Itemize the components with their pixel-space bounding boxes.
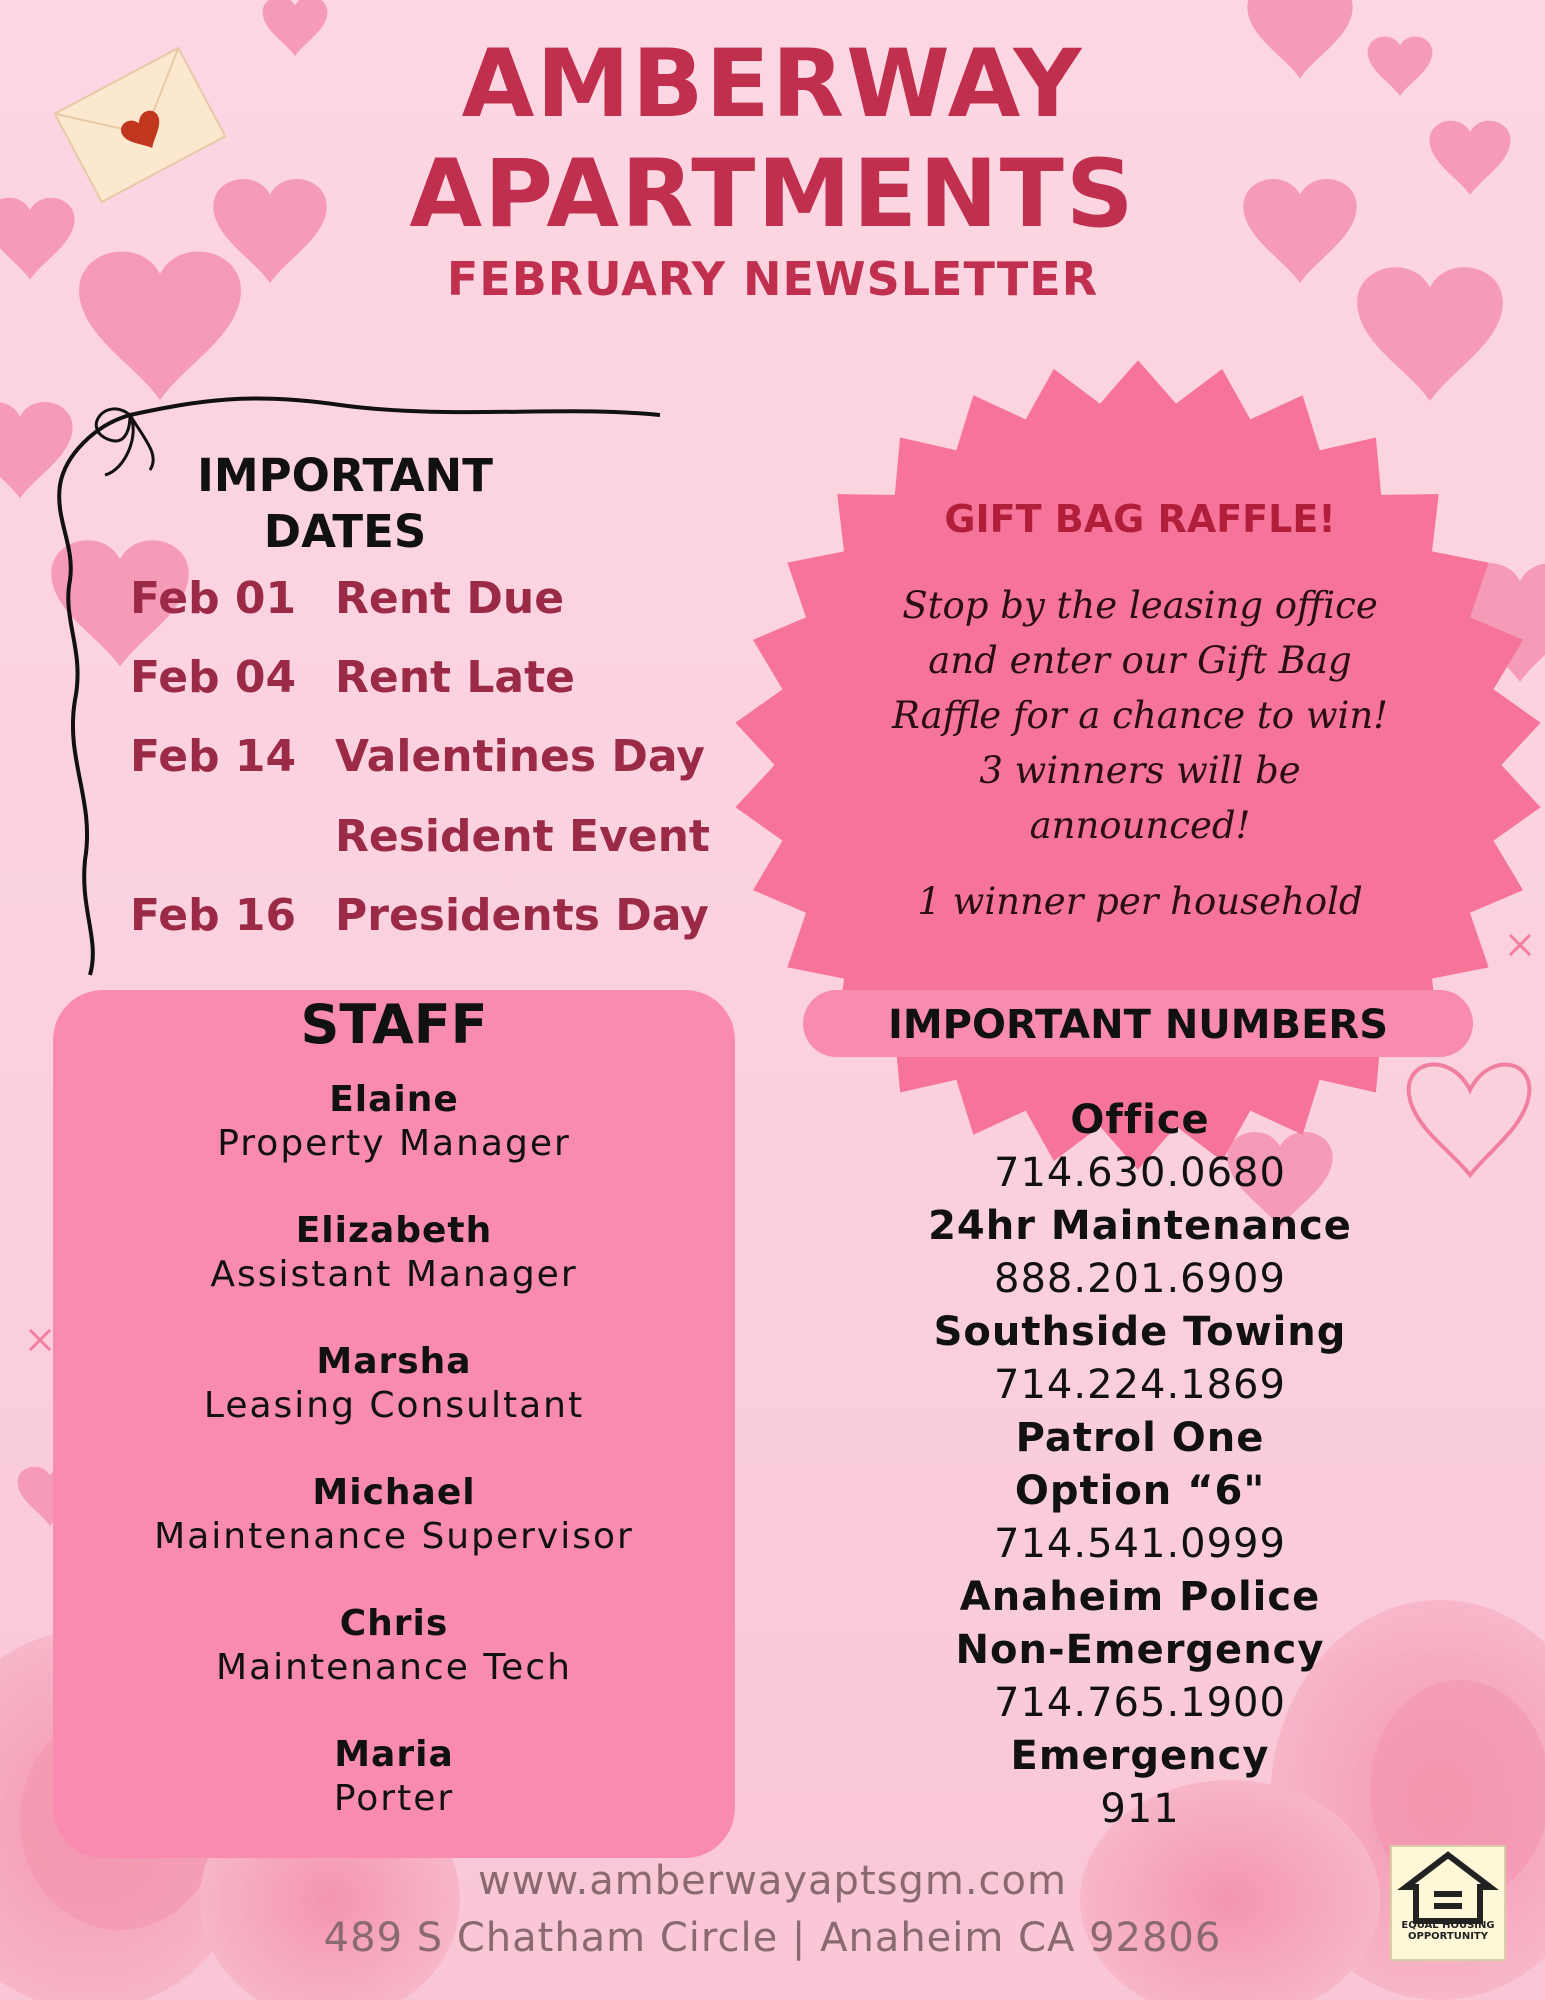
date-event: Presidents Day	[335, 890, 709, 941]
ribbon-bow-icon	[96, 409, 153, 475]
staff-name: Elaine	[329, 1079, 459, 1120]
date-row	[130, 811, 770, 871]
staff-name: Michael	[312, 1472, 476, 1513]
title-line-2: APARTMENTS	[409, 140, 1136, 249]
date-row	[130, 731, 770, 791]
staff-member	[53, 1209, 735, 1297]
date-label: Feb 14	[130, 731, 297, 782]
house-icon	[1392, 1847, 1504, 1927]
phone-number[interactable]: 714.765.1900	[994, 1680, 1286, 1726]
important-dates-heading-line2: DATES	[263, 505, 427, 558]
staff-member	[53, 1340, 735, 1428]
raffle-title: GIFT BAG RAFFLE!	[944, 497, 1336, 541]
staff-member	[53, 1078, 735, 1166]
staff-member	[53, 1602, 735, 1690]
equal-housing-text-line2: OPPORTUNITY	[1407, 1931, 1488, 1942]
number-label: Emergency	[1010, 1733, 1270, 1779]
phone-number[interactable]: 714.224.1869	[994, 1362, 1286, 1408]
subtitle: FEBRUARY NEWSLETTER	[446, 252, 1099, 306]
date-label: Feb 04	[130, 652, 297, 703]
date-event: Valentines Day	[335, 731, 705, 782]
date-row	[130, 573, 770, 633]
important-dates-heading-line1: IMPORTANT	[197, 449, 493, 502]
staff-member	[53, 1471, 735, 1559]
date-row	[130, 890, 770, 950]
raffle-note: 1 winner per household	[917, 880, 1363, 923]
number-label: Anaheim Police	[959, 1574, 1321, 1620]
phone-number[interactable]: 714.541.0999	[994, 1521, 1286, 1567]
staff-name: Maria	[334, 1734, 454, 1775]
equal-housing-text	[1390, 1920, 1506, 1942]
phone-number[interactable]: 888.201.6909	[994, 1256, 1286, 1302]
raffle-line: 3 winners will be	[979, 749, 1301, 792]
title-line-1: AMBERWAY	[461, 30, 1084, 139]
equal-housing-logo	[1390, 1845, 1506, 1961]
date-event-continued: Resident Event	[335, 811, 710, 862]
raffle-line: announced!	[1029, 804, 1251, 847]
number-label-line2: Option “6"	[1014, 1468, 1266, 1514]
staff-role: Leasing Consultant	[203, 1385, 585, 1426]
raffle-line: Raffle for a chance to win!	[891, 694, 1389, 737]
numbers-list	[830, 1094, 1450, 1836]
number-label-line2: Non-Emergency	[955, 1627, 1325, 1673]
important-dates-heading	[150, 448, 540, 560]
number-label: 24hr Maintenance	[928, 1203, 1352, 1249]
date-label: Feb 01	[130, 573, 297, 624]
phone-number[interactable]: 911	[1100, 1786, 1180, 1832]
staff-role: Porter	[333, 1778, 455, 1819]
equal-housing-text-line1: EQUAL HOUSING	[1401, 1920, 1495, 1931]
date-label: Feb 16	[130, 890, 297, 941]
staff-name: Elizabeth	[295, 1210, 493, 1251]
staff-heading: STAFF	[300, 993, 488, 1056]
number-label: Patrol One	[1015, 1415, 1265, 1461]
number-label: Southside Towing	[933, 1309, 1347, 1355]
number-label: Office	[1070, 1097, 1210, 1143]
staff-name: Chris	[339, 1603, 449, 1644]
raffle-line: Stop by the leasing office	[902, 584, 1378, 627]
website-link[interactable]: www.amberwayaptsgm.com	[478, 1858, 1067, 1904]
staff-role: Maintenance Tech	[216, 1647, 572, 1688]
date-row	[130, 652, 770, 712]
address: 489 S Chatham Circle | Anaheim CA 92806	[323, 1915, 1222, 1961]
staff-name: Marsha	[316, 1341, 472, 1382]
raffle-body	[860, 578, 1420, 853]
staff-member	[53, 1733, 735, 1821]
staff-role: Maintenance Supervisor	[154, 1516, 634, 1557]
date-event: Rent Due	[335, 573, 565, 624]
staff-role: Property Manager	[217, 1123, 571, 1164]
phone-number[interactable]: 714.630.0680	[994, 1150, 1286, 1196]
staff-role: Assistant Manager	[210, 1254, 578, 1295]
numbers-heading: IMPORTANT NUMBERS	[887, 1002, 1389, 1048]
raffle-line: and enter our Gift Bag	[928, 639, 1352, 682]
date-event: Rent Late	[335, 652, 576, 703]
